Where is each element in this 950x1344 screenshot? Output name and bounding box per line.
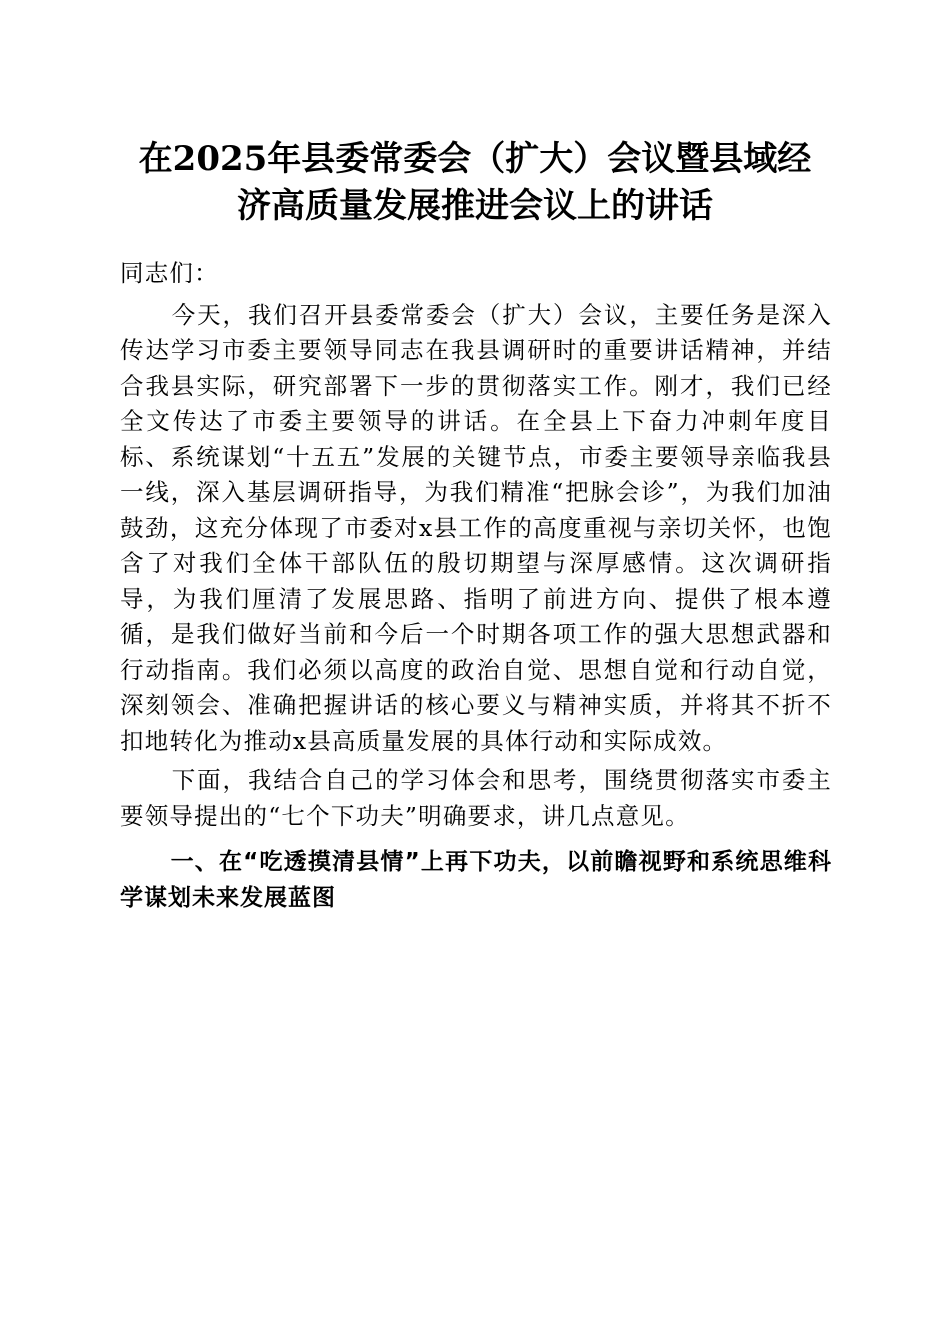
title-line-1: 在2025年县委常委会（扩大）会议暨县域经 xyxy=(138,139,812,179)
paragraph-1: 今天，我们召开县委常委会（扩大）会议，主要任务是深入传达学习市委主要领导同志在我县调研时的重要讲话精神，并结合我县实际，研究部署下一步的贯彻落实工作。刚才，我们已经全文传达了市委主要领导的讲话。在全县上下奋力冲刺年度目标、系统谋划“十五五”发展的关键节点，市委主要领导亲临我县一线，深入基层调研指导，为我们精准“把脉会诊”，为我们加油鼓劲，这充分体现了市委对x县工作的高度重视与亲切关怀，也饱含了对我们全体干部队伍的殷切期望与深厚感情。这次调研指导，为我们厘清了发展思路、指明了前进方向、提供了根本遵循，是我们做好当前和今后一个时期各项工作的强大思想武器和行动指南。我们必须以高度的政治自觉、思想自觉和行动自觉，深刻领会、准确把握讲话的核心要义与精神实质，并将其不折不扣地转化为推动x县高质量发展的具体行动和实际成效。 xyxy=(120,300,832,755)
document-body xyxy=(120,256,832,916)
paragraph-2: 下面，我结合自己的学习体会和思考，围绕贯彻落实市委主要领导提出的“七个下功夫”明确要求，讲几点意见。 xyxy=(120,766,832,830)
salutation: 同志们： xyxy=(120,259,219,287)
document-title xyxy=(120,136,830,230)
section-heading-1: 一、在“吃透摸清县情”上再下功夫，以前瞻视野和系统思维科学谋划未来发展蓝图 xyxy=(120,849,832,911)
title-line-2: 济高质量发展推进会议上的讲话 xyxy=(237,186,713,226)
